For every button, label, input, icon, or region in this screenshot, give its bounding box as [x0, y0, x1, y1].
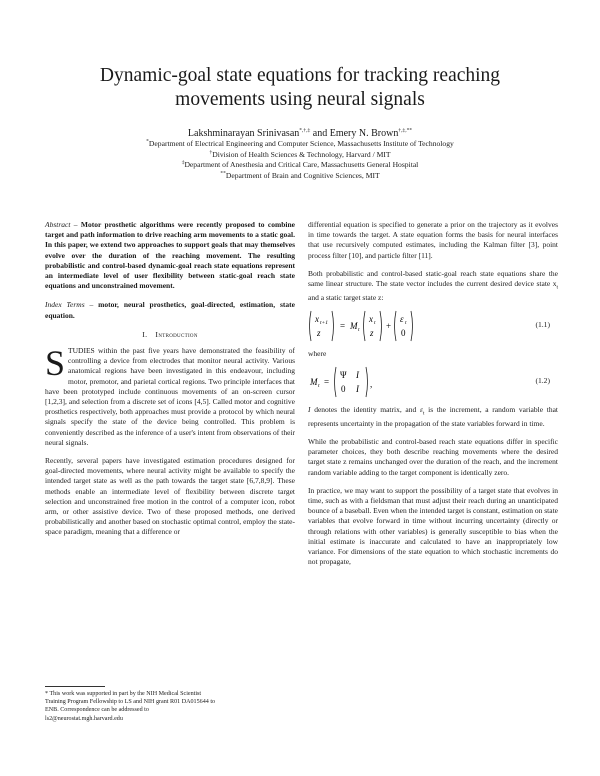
svg-text:z: z: [317, 327, 321, 338]
right-column: [308, 220, 558, 567]
svg-text:,: ,: [370, 379, 373, 390]
right-paragraph-1: differential equation is specified to generate a prior on the trajectory as it evolves in time towards the target. A state equation forms the basis for neural interfaces that use recursively computed estimates, including the Kalman filter [3], point process filter [10], and particle filter [11].: [308, 220, 558, 260]
author-2: Emery N. Brown: [329, 128, 399, 139]
section-number: I.: [142, 329, 148, 339]
equation-1-2-number: (1.2): [535, 376, 550, 386]
right-paragraph-2: Both probabilistic and control-based static-goal reach state equations share the same linear structure. The state vector includes the current desired device state $x_t$ and a static target state z:: [308, 268, 558, 302]
svg-text:ε: ε: [400, 313, 404, 324]
footnote-rule: [45, 686, 105, 687]
equation-1-2-graphic: [308, 365, 508, 399]
footnote-line-2: Training Program Fellowship to LS and NIH grant R01 DA015644 to: [45, 699, 216, 706]
abstract-lead: Abstract –: [45, 220, 78, 229]
equation-1-1-number: (1.1): [535, 319, 550, 329]
right-paragraph-4: While the probabilistic and control-based reach state equations differ in specific parameter choices, they both describe reaching movements where the desired target state z remains unchanged over the duration of the reach, and the increment random variable adding to the target component is identically zero.: [308, 437, 558, 477]
title-line-1: Dynamic-goal state equations for tracking reaching: [99, 65, 501, 86]
affiliation-4: **Department of Brain and Cognitive Sciences, MIT: [220, 170, 380, 180]
svg-text:0: 0: [401, 327, 406, 338]
svg-text:z: z: [370, 327, 374, 338]
equation-1-1-graphic: [308, 309, 508, 343]
svg-text:=: =: [324, 377, 330, 388]
svg-text:t: t: [318, 383, 320, 390]
affiliation-3: ‡Department of Anesthesia and Critical Care, Massachusetts General Hospital: [181, 159, 419, 170]
author-1-marks: *,†,‡: [299, 127, 311, 134]
paper-title: [60, 64, 540, 112]
section-heading: [45, 330, 295, 340]
svg-text:=: =: [340, 320, 346, 331]
author-and: and: [310, 128, 330, 139]
author-1: Lakshminarayan Srinivasan: [187, 128, 300, 139]
where-label: where: [308, 348, 327, 358]
section-title: Introduction: [155, 329, 198, 339]
svg-text:x: x: [369, 313, 373, 324]
drop-cap: S: [45, 343, 66, 384]
svg-text:0: 0: [341, 384, 346, 395]
right-paragraph-3: I denotes the identity matrix, and $\varepsilon_t$ is the increment, a random variable that represents uncertainty in the propagation of the state variables forward in time.: [308, 405, 558, 428]
svg-text:t+1: t+1: [320, 319, 328, 326]
svg-text:I: I: [356, 370, 359, 381]
footnote-line-3: ENB. Correspondence can be addressed to: [45, 707, 149, 714]
intro-paragraph-2: Recently, several papers have investigated estimation procedures designed for goal-directed movements, where neural activity might be available to specify the intended target state as well as the path towards the target state [6,7,8,9]. These methods enable an intermediate level of flexibility between discrete target selection and unconstrained free motion in the control of a computer icon, robot arm, or other assistive device. Two of these proposed methods, one derived probabilistically and another based on stochastic optimal control, employ the state-space paradigm, meaning that a difference or: [45, 456, 295, 537]
footnote: [45, 690, 295, 723]
footnote-line-1: * This work was supported in part by the NIH Medical Scientist: [45, 691, 202, 697]
svg-text:Ψ: Ψ: [340, 370, 347, 381]
equation-1-1: [308, 309, 558, 343]
equation-1-2: [308, 365, 558, 399]
intro-lead-word: TUDIES: [68, 346, 95, 356]
affiliation-2: †Division of Health Sciences & Technology, Harvard / MIT: [209, 149, 391, 159]
author-2-marks: †,‡,**: [398, 127, 413, 134]
footnote-line-4: ls2@neurostat.mgh.harvard.edu: [45, 715, 123, 722]
title-line-2: movements using neural signals: [175, 89, 425, 110]
abstract: [45, 220, 295, 291]
svg-text:I: I: [356, 384, 359, 395]
index-terms: [45, 300, 295, 320]
svg-text:t: t: [374, 319, 376, 326]
svg-text:M: M: [350, 320, 358, 331]
svg-text:t: t: [405, 319, 407, 326]
svg-text:t: t: [358, 326, 360, 333]
svg-text:x: x: [315, 313, 319, 324]
affiliation-1: *Department of Electrical Engineering and Computer Science, Massachusetts Institute of Technology: [146, 138, 454, 148]
abstract-body: Motor prosthetic algorithms were recently proposed to combine target and path information to drive reaching arm movements to a static goal. In this paper, we extend two approaches to support goals that may themselves evolve over the duration of the reaching movement. The resulting probabilistic and control-based dynamic-goal reach state equations represent an intermediate level of user flexibility between static-goal reach state equations and unconstrained movement.: [45, 220, 296, 291]
left-column: [45, 220, 295, 538]
right-paragraph-5: In practice, we may want to support the possibility of a target state that evolves in time, such as with a fieldsman that must adjust their reach during an unanticipated bounce of a baseball. Even when the intended target is constant, estimation on state variables that evolve forward in time without incurring uncertainty (directly or through relations with other variables) is generally susceptible to bias when the initial estimate is inaccurate and calculated to have an inappropriately low variance. For dimensions of the state equation to which stochastic increments do not propagate,: [308, 485, 558, 567]
index-terms-body: motor, neural prosthetics, goal-directed, estimation, state equation.: [45, 300, 295, 320]
affiliations: [60, 139, 540, 181]
index-terms-lead: Index Terms –: [45, 300, 94, 310]
svg-text:+: +: [386, 320, 392, 331]
intro-paragraph-1: STUDIES within the past five years have demonstrated the feasibility of controlling a device from electrodes that monitor neural activity. Various anatomical regions have been investigated in this endeavour, including motor, premotor, and parietal cortical regions. Two principle interfaces that have been prototyped include continuous movements of an on-screen cursor [1,2,3], and selection from a discrete set of icons [4,5]. Called motor and cognitive prosthetics respectively, both approaches must provide a protocol by which neural signals specify the state of the device being controlled. This problem is conveniently described as the inference of a user's intent from observations of their neural signals.: [45, 343, 295, 447]
svg-text:M: M: [310, 377, 318, 388]
